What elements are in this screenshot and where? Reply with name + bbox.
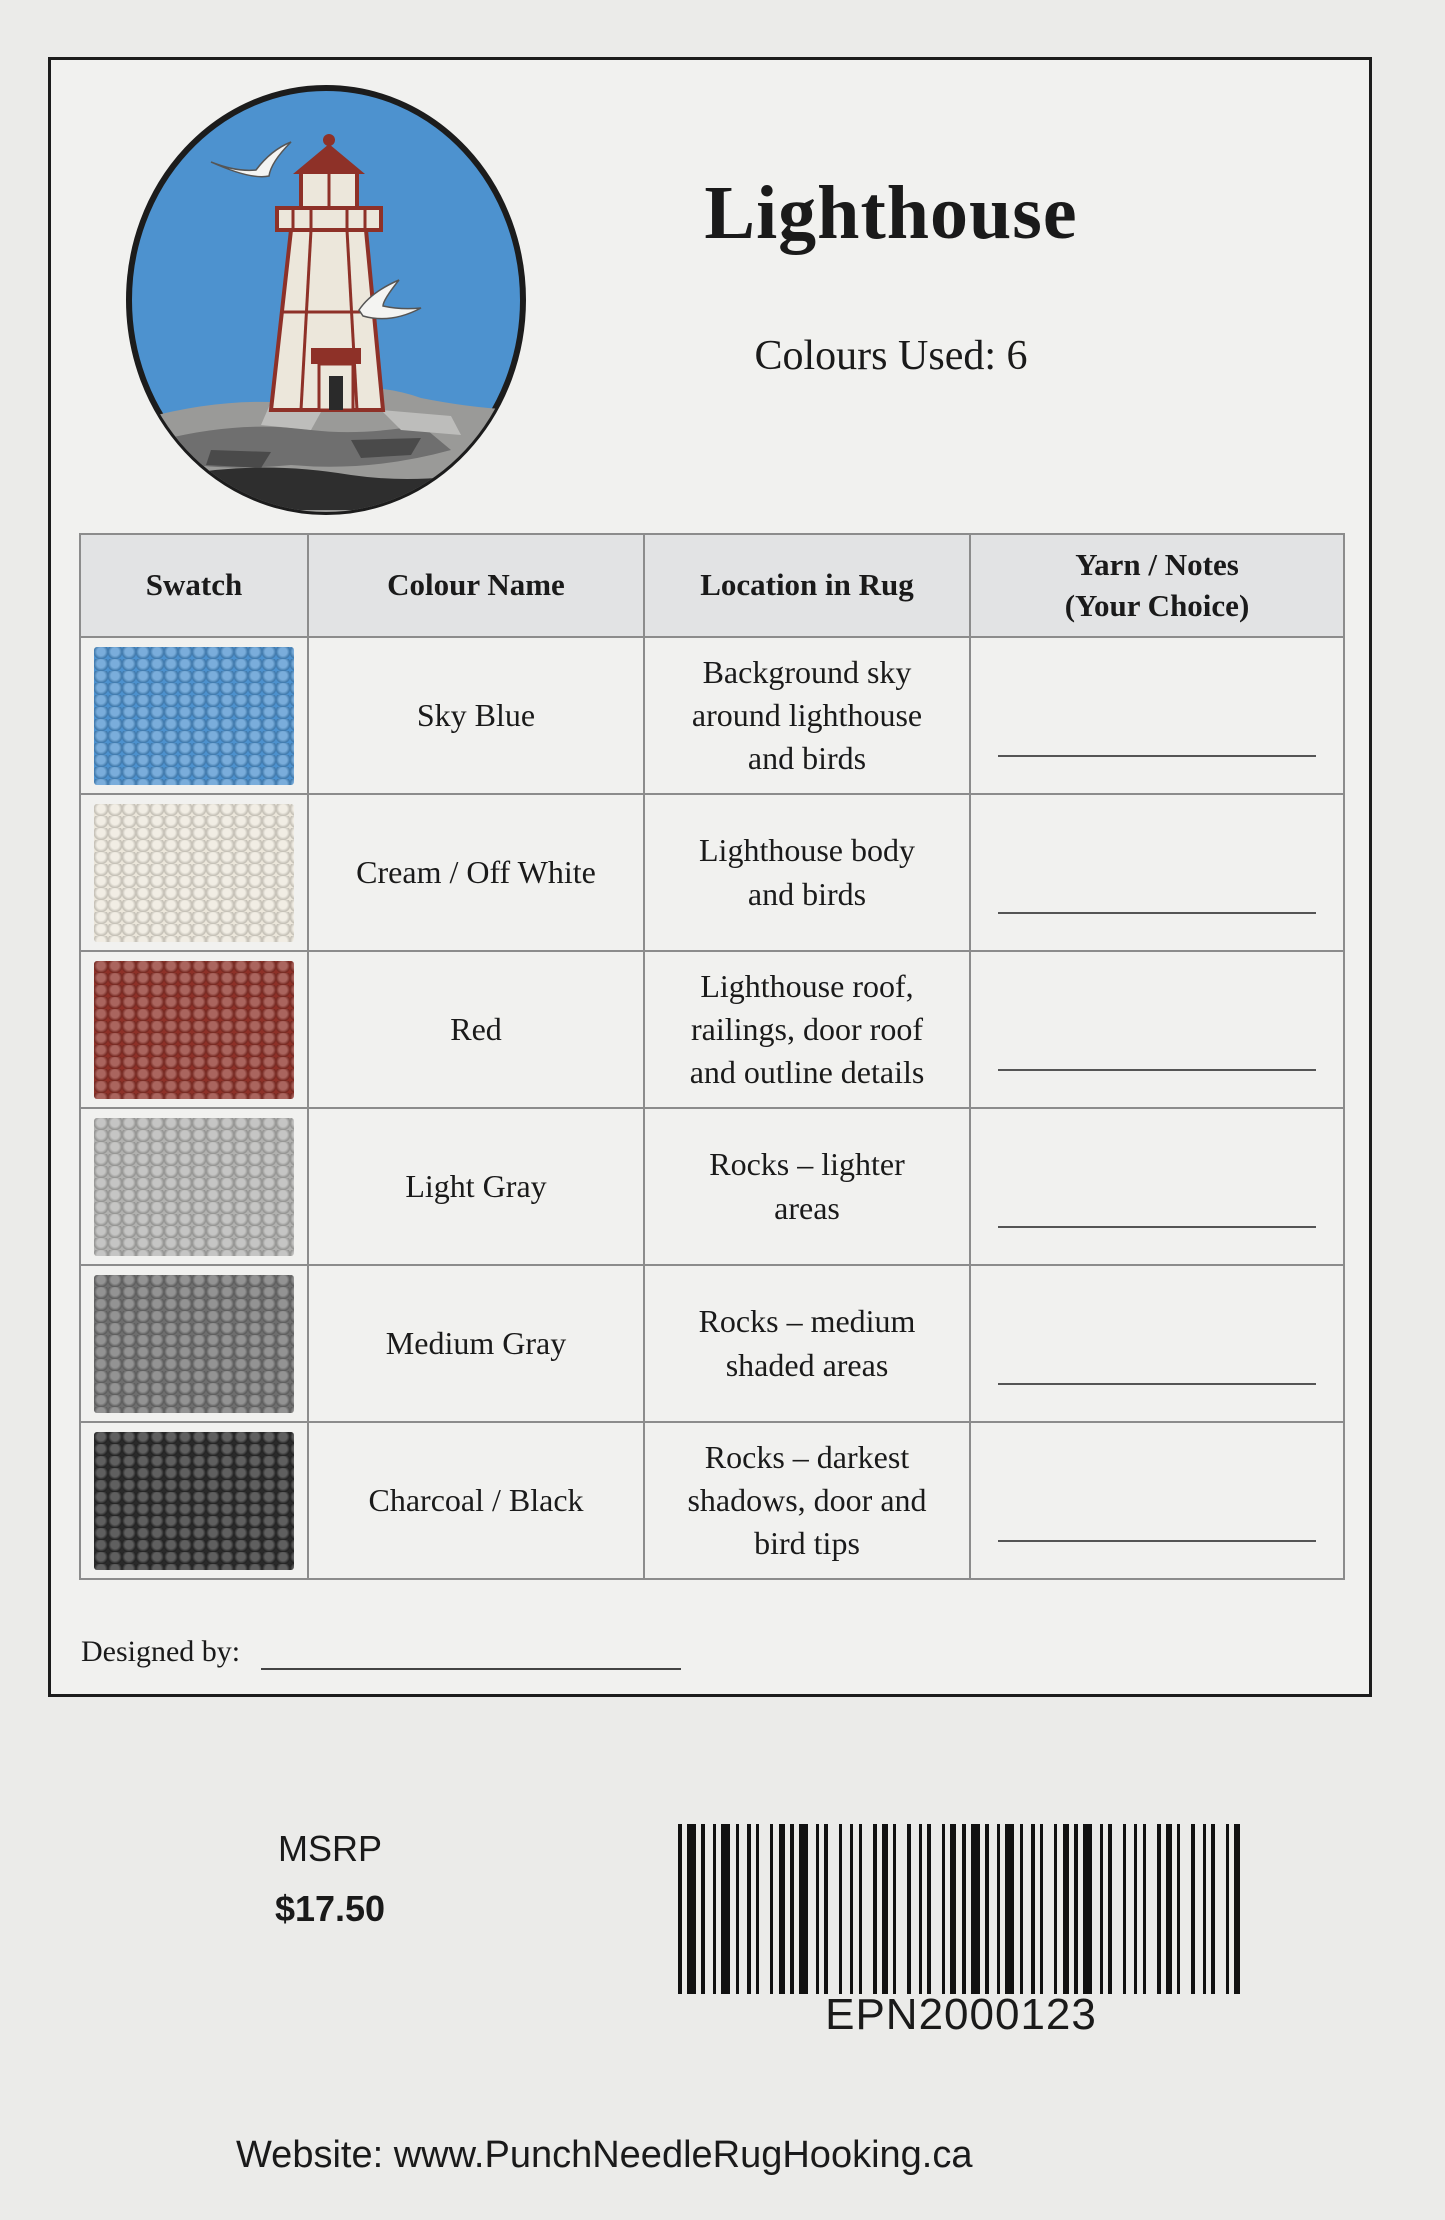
yarn-swatch <box>94 1275 294 1413</box>
colours-used-count: Colours Used: 6 <box>754 333 1028 379</box>
yarn-notes-cell[interactable] <box>970 1422 1344 1579</box>
barcode <box>676 1824 1246 1999</box>
barcode-bar <box>747 1824 751 1994</box>
barcode-bar <box>1226 1824 1229 1994</box>
barcode-bar <box>859 1824 862 1994</box>
barcode-bar <box>790 1824 794 1994</box>
swatch-cell <box>80 1265 308 1422</box>
barcode-bar <box>678 1824 682 1994</box>
msrp-price: $17.50 <box>274 1888 386 1929</box>
yarn-notes-cell[interactable] <box>970 794 1344 951</box>
location-cell: Rocks – darkest shadows, door and bird tips <box>644 1422 970 1579</box>
swatch-cell <box>80 951 308 1108</box>
barcode-bar <box>1123 1824 1126 1994</box>
barcode-bar <box>1083 1824 1092 1994</box>
barcode-bar <box>1005 1824 1014 1994</box>
yarn-notes-cell[interactable] <box>970 637 1344 794</box>
yarn-swatch <box>94 961 294 1099</box>
barcode-bar <box>721 1824 730 1994</box>
barcode-bar <box>919 1824 922 1994</box>
barcode-bar <box>873 1824 877 1994</box>
barcode-bar <box>971 1824 980 1994</box>
colour-name-cell: Cream / Off White <box>308 794 644 951</box>
pattern-card <box>48 57 1372 1697</box>
table-row <box>80 637 1344 794</box>
barcode-bar <box>1100 1824 1103 1994</box>
barcode-bar <box>1108 1824 1112 1994</box>
barcode-bar <box>907 1824 911 1994</box>
location-cell: Rocks – lighter areas <box>644 1108 970 1265</box>
notes-write-line <box>998 1383 1316 1385</box>
barcode-bar <box>839 1824 842 1994</box>
barcode-bar <box>882 1824 888 1994</box>
barcode-bar <box>1211 1824 1215 1994</box>
header-location: Location in Rug <box>644 534 970 637</box>
notes-write-line <box>998 1226 1316 1228</box>
location-cell: Background sky around lighthouse and birds <box>644 637 970 794</box>
barcode-bar <box>1191 1824 1195 1994</box>
msrp-label: MSRP <box>277 1828 382 1869</box>
barcode-bar <box>816 1824 819 1994</box>
barcode-bar <box>1074 1824 1078 1994</box>
colour-name-cell: Charcoal / Black <box>308 1422 644 1579</box>
yarn-swatch <box>94 647 294 785</box>
barcode-bar <box>1234 1824 1240 1994</box>
location-cell: Lighthouse body and birds <box>644 794 970 951</box>
barcode-bar <box>1031 1824 1035 1994</box>
notes-write-line <box>998 755 1316 757</box>
barcode-bar <box>779 1824 785 1994</box>
table-row <box>80 951 1344 1108</box>
notes-write-line <box>998 1069 1316 1071</box>
yarn-notes-cell[interactable] <box>970 1265 1344 1422</box>
barcode-bar <box>701 1824 705 1994</box>
yarn-notes-cell[interactable] <box>970 1108 1344 1265</box>
yarn-swatch <box>94 1118 294 1256</box>
designed-by-line <box>261 1668 681 1670</box>
notes-write-line <box>998 1540 1316 1542</box>
barcode-bar <box>985 1824 989 1994</box>
barcode-bar <box>893 1824 896 1994</box>
header-yarn-notes: Yarn / Notes (Your Choice) <box>970 534 1344 637</box>
barcode-bar <box>1040 1824 1043 1994</box>
barcode-bar <box>927 1824 931 1994</box>
barcode-bar <box>997 1824 1000 1994</box>
pattern-title: Lighthouse <box>704 171 1078 255</box>
barcode-number: EPN2000123 <box>825 1990 1097 2039</box>
swatch-cell <box>80 794 308 951</box>
location-cell: Lighthouse roof, railings, door roof and outline details <box>644 951 970 1108</box>
barcode-bar <box>770 1824 773 1994</box>
table-header-row <box>80 534 1344 637</box>
barcode-bar <box>713 1824 716 1994</box>
colour-name-cell: Sky Blue <box>308 637 644 794</box>
colour-name-cell: Medium Gray <box>308 1265 644 1422</box>
colour-legend-table <box>79 533 1345 1580</box>
barcode-bar <box>962 1824 966 1994</box>
table-row <box>80 1265 1344 1422</box>
header-swatch: Swatch <box>80 534 308 637</box>
barcode-bar <box>1054 1824 1057 1994</box>
colour-name-cell: Light Gray <box>308 1108 644 1265</box>
barcode-bar <box>799 1824 808 1994</box>
yarn-swatch <box>94 1432 294 1570</box>
swatch-cell <box>80 1422 308 1579</box>
swatch-cell <box>80 1108 308 1265</box>
barcode-bar <box>950 1824 956 1994</box>
table-row <box>80 1108 1344 1265</box>
barcode-bar <box>756 1824 759 1994</box>
notes-write-line <box>998 912 1316 914</box>
barcode-bar <box>1020 1824 1023 1994</box>
swatch-cell <box>80 637 308 794</box>
barcode-bar <box>1134 1824 1137 1994</box>
barcode-bar <box>850 1824 853 1994</box>
barcode-bar <box>824 1824 828 1994</box>
barcode-bar <box>1143 1824 1146 1994</box>
colour-name-cell: Red <box>308 951 644 1108</box>
header-colour-name: Colour Name <box>308 534 644 637</box>
barcode-bar <box>1157 1824 1161 1994</box>
website-url: Website: www.PunchNeedleRugHooking.ca <box>236 2134 973 2176</box>
barcode-bar <box>1177 1824 1180 1994</box>
yarn-swatch <box>94 804 294 942</box>
location-cell: Rocks – medium shaded areas <box>644 1265 970 1422</box>
table-row <box>80 794 1344 951</box>
barcode-bar <box>942 1824 945 1994</box>
table-body <box>80 637 1344 1579</box>
lighthouse-emblem <box>121 80 531 520</box>
table-row <box>80 1422 1344 1579</box>
barcode-bar <box>1063 1824 1069 1994</box>
barcode-bar <box>687 1824 696 1994</box>
barcode-bar <box>1166 1824 1172 1994</box>
barcode-bar <box>1203 1824 1206 1994</box>
designed-by-label: Designed by: <box>81 1635 241 1668</box>
barcode-bar <box>736 1824 739 1994</box>
yarn-notes-cell[interactable] <box>970 951 1344 1108</box>
